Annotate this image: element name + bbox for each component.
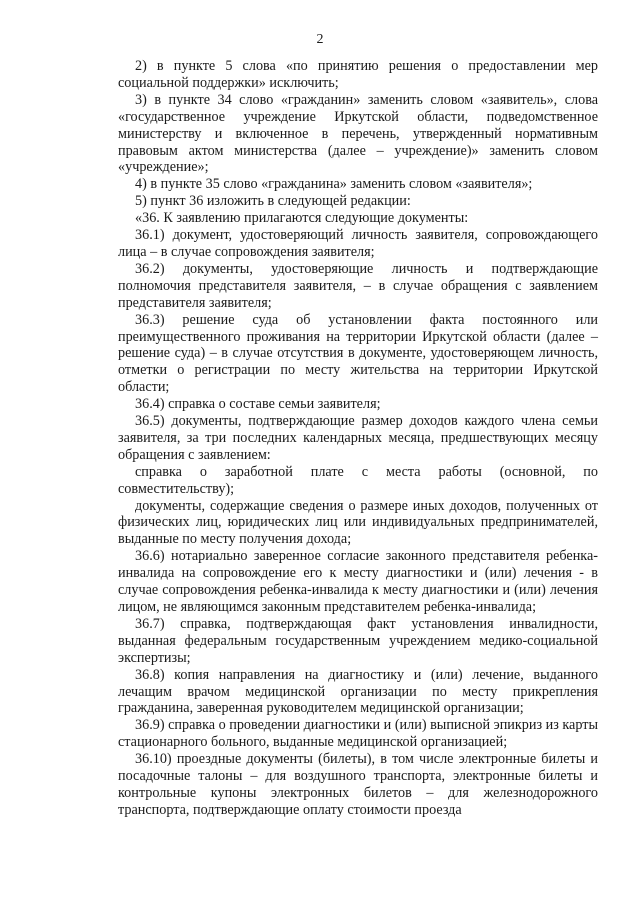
paragraph-36-10: 36.10) проездные документы (билеты), в том числе электронные билеты и посадочные талоны – для воздушного транспорта, электронные билеты и контрольные купоны электронных билетов – для железнодорожного транспорта, подтверждающие оплату стоимости проезда [118, 751, 598, 818]
paragraph-36-1: 36.1) документ, удостоверяющий личность заявителя, сопровождающего лица – в случае сопровождения заявителя; [118, 227, 598, 260]
paragraph-other-income-documents: документы, содержащие сведения о размере иных доходов, полученных от физических лиц, юридических лиц или индивидуальных предпринимателей, выданные по месту получения дохода; [118, 497, 598, 548]
paragraph-salary-certificate: справка о заработной плате с места работы (основной, по совместительству); [118, 463, 598, 497]
paragraph-36-3: 36.3) решение суда об установлении факта постоянного или преимущественного проживания на территории Иркутской области (далее – решение суда) – в случае отсутствия в документе, удостоверяющем личность, отметки о регистрации по месту жительства на территории Иркутской области; [118, 311, 598, 396]
paragraph-item-3: 3) в пункте 34 слово «гражданин» заменить словом «заявитель», слова «государственное учреждение Иркутской области, подведомственное министерству и включенное в перечень, утвержденный нормативным правовым актом министерства (далее – учреждение)» заменить словом «учреждение»; [118, 91, 598, 176]
paragraph-item-5: 5) пункт 36 изложить в следующей редакции: [135, 193, 411, 210]
paragraph-36-2: 36.2) документы, удостоверяющие личность и подтверждающие полномочия представителя заявителя, – в случае обращения с заявлением представителя заявителя; [118, 260, 598, 311]
document-body [118, 58, 598, 819]
paragraph-36-4: 36.4) справка о составе семьи заявителя; [135, 396, 381, 413]
paragraph-36-intro: «36. К заявлению прилагаются следующие документы: [135, 210, 469, 227]
paragraph-36-9: 36.9) справка о проведении диагностики и (или) выписной эпикриз из карты стационарного больного, выданные медицинской организацией; [118, 717, 598, 751]
paragraph-36-8: 36.8) копия направления на диагностику и (или) лечение, выданного лечащим врачом медицинской организации по месту прикрепления гражданина, заверенная руководителем медицинской организации; [118, 666, 598, 717]
paragraph-36-7: 36.7) справка, подтверждающая факт установления инвалидности, выданная федеральным государственным учреждением медико-социальной экспертизы; [118, 615, 598, 666]
paragraph-36-6: 36.6) нотариально заверенное согласие законного представителя ребенка-инвалида на сопровождение его к месту диагностики и (или) лечения - в случае сопровождения ребенка-инвалида к месту диагностики и (или) лечения лицом, не являющимся законным представителем ребенка-инвалида; [118, 548, 598, 615]
paragraph-item-4: 4) в пункте 35 слово «гражданина» заменить словом «заявителя»; [135, 176, 533, 193]
paragraph-36-5: 36.5) документы, подтверждающие размер доходов каждого члена семьи заявителя, за три последних календарных месяца, предшествующих месяцу обращения с заявлением: [118, 413, 598, 463]
page-number: 2 [316, 32, 324, 47]
paragraph-item-2: 2) в пункте 5 слова «по принятию решения о предоставлении мер социальной поддержки» исключить; [118, 58, 598, 91]
